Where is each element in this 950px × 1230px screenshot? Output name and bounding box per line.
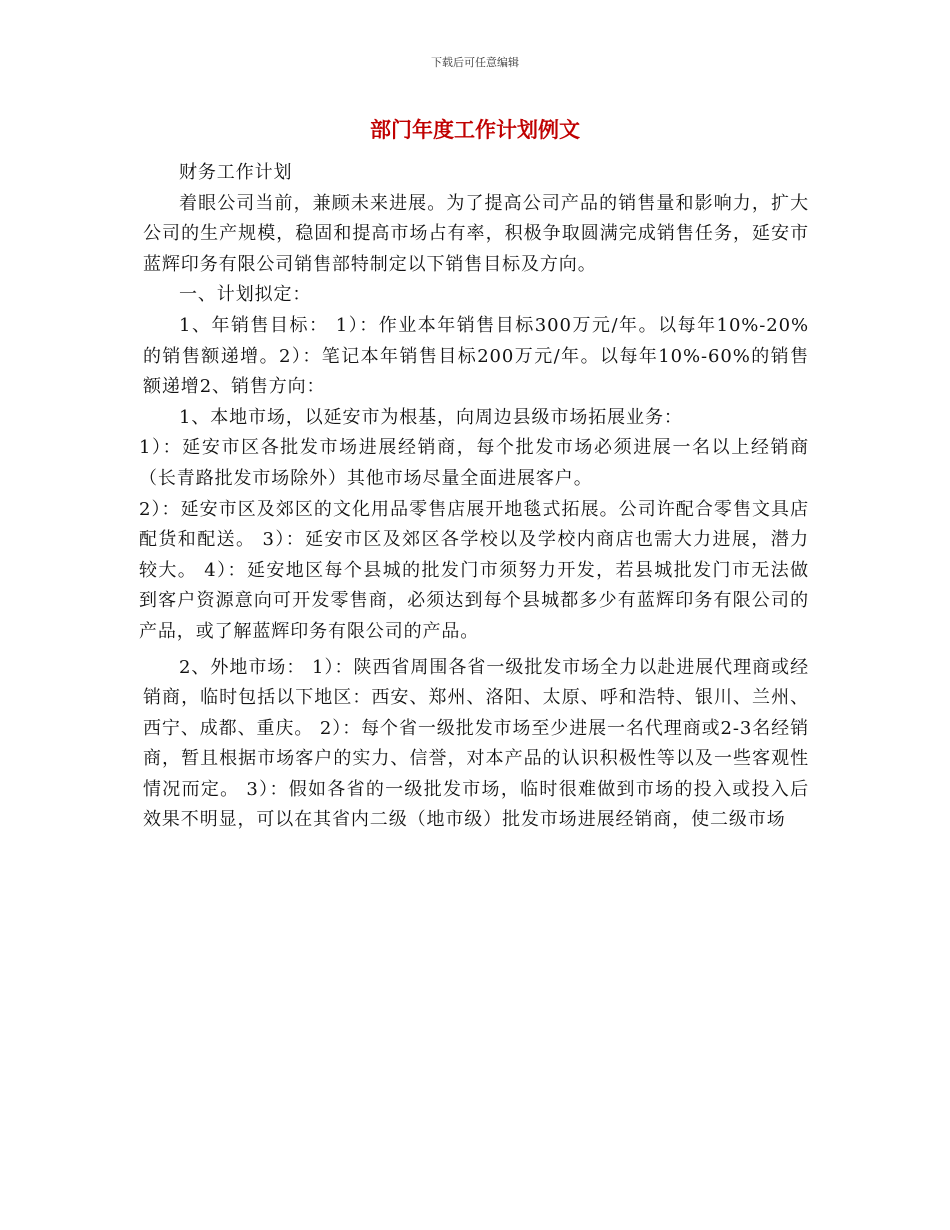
section-heading-finance-plan: 财务工作计划 <box>179 162 293 183</box>
section-heading-plan: 一、计划拟定： <box>179 284 312 306</box>
paragraph-local-market: 1、本地市场，以延安市为根基，向周边县级市场拓展业务： <box>179 406 683 428</box>
document-title: 部门年度工作计划例文 <box>370 118 580 142</box>
paragraph-external-market: 2、外地市场： 1）：陕西省周围各省一级批发市场全力以赴进展代理商或经销商，临时包括以下地区：西安、郑州、洛阳、太原、呼和浩特、银川、兰州、西宁、成都、重庆。 2）：每个省一级批发市场至少进展一名代理商或2-3名经销商，暂且根据市场客户的实力、信誉，对本产品的认识积极性等以及一些客观性情况而定。 3）：假如各省的一级批发市场，临时很难做到市场的投入或投入后效果不明显，可以在其省内二级（地市级）批发市场进展经销商，使二级市场 <box>143 656 809 831</box>
paragraph-sales-target: 1、年销售目标： 1）：作业本年销售目标300万元/年。以每年10%-20%的销售额递增。2）：笔记本年销售目标200万元/年。以每年10%-60%的销售额递增2、销售方向： <box>143 314 809 398</box>
paragraph-local-item-2: 2）：延安市区及郊区的文化用品零售店展开地毯式拓展。公司许配合零售文具店配货和配送。 3）：延安市区及郊区各学校以及学校内商店也需大力进展，潜力较大。 4）：延安地区每个县城的批发门市须努力开发，若县城批发门市无法做到客户资源意向可开发零售商，必须达到每个县城都多少有蓝辉印务有限公司的产品，或了解蓝辉印务有限公司的产品。 <box>139 498 809 642</box>
paragraph-intro: 着眼公司当前，兼顾未来进展。为了提高公司产品的销售量和影响力，扩大公司的生产规模，稳固和提高市场占有率，积极争取圆满完成销售任务，延安市蓝辉印务有限公司销售部特制定以下销售目标及方向。 <box>143 192 809 275</box>
paragraph-local-item-1: 1）：延安市区各批发市场进展经销商，每个批发市场必须进展一名以上经销商（长青路批发市场除外）其他市场尽量全面进展客户。 <box>139 437 809 489</box>
document-body <box>139 158 809 836</box>
header-note: 下载后可任意编辑 <box>431 56 519 69</box>
